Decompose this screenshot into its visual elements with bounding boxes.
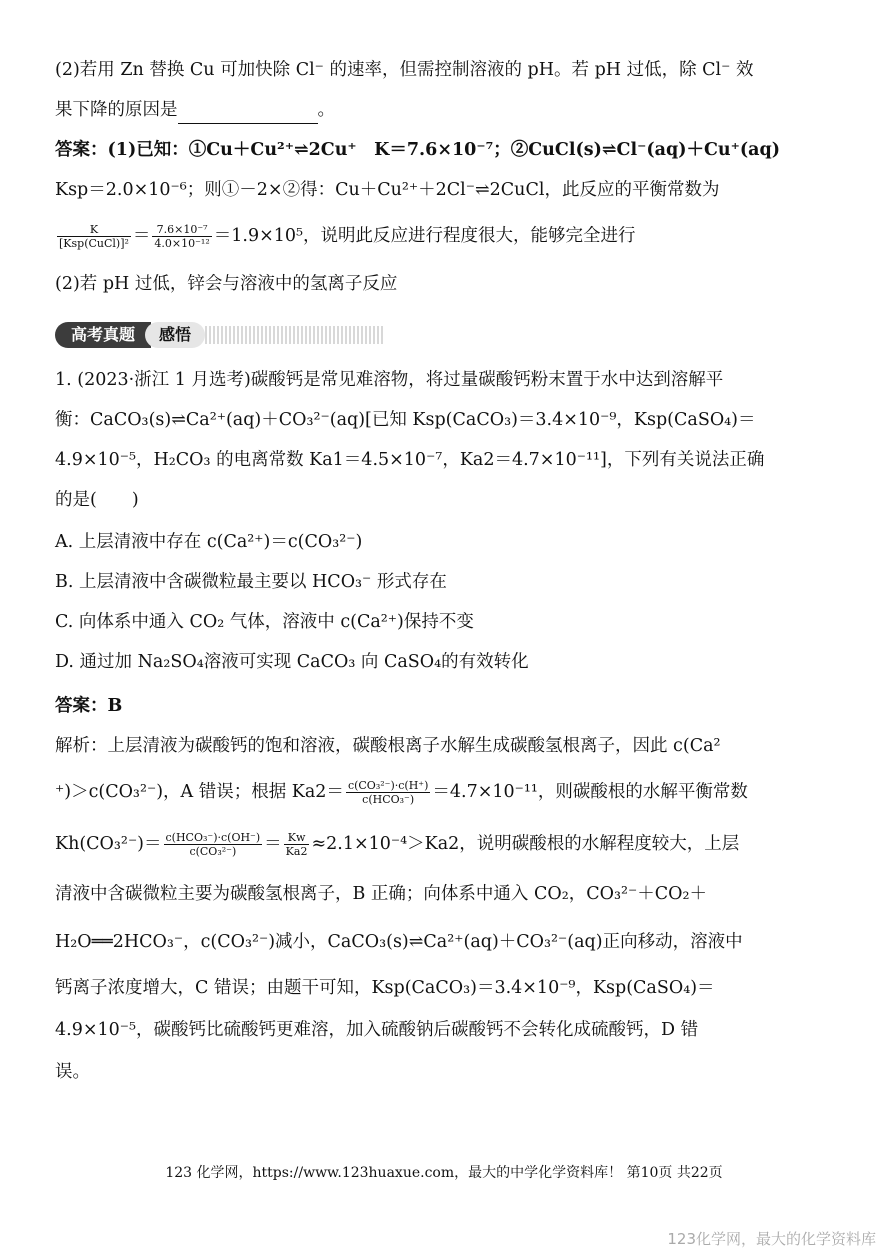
- analysis-line3-a: Kh(CO₃²⁻)＝: [55, 834, 162, 854]
- question-line3: 4.9×10⁻⁵，H₂CO₃ 的电离常数 Ka1＝4.5×10⁻⁷，Ka2＝4.7×10⁻¹¹]，下列有关说法正确: [55, 450, 765, 470]
- analysis-line2-b: ＝4.7×10⁻¹¹，则碳酸根的水解平衡常数: [432, 782, 748, 802]
- q2-line2-end: 。: [317, 100, 335, 120]
- fraction-denominator: c(HCO₃⁻): [362, 793, 415, 806]
- q2-line2-text: 果下降的原因是: [55, 100, 178, 120]
- fraction-numerator: c(CO₃²⁻)·c(H⁺): [347, 779, 429, 792]
- answer-blank: [178, 105, 318, 124]
- answer1-line3-rest: ＝1.9×10⁵，说明此反应进行程度很大，能够完全进行: [213, 226, 636, 246]
- answer1-line1: [55, 136, 780, 164]
- analysis-line2: [55, 778, 748, 806]
- question-line2: 衡：CaCO₃(s)⇌Ca²⁺(aq)＋CO₃²⁻(aq)[已知 Ksp(CaCO₃)＝3.4×10⁻⁹，Ksp(CaSO₄)＝: [55, 410, 756, 430]
- analysis-line6: 钙离子浓度增大，C 错误；由题干可知，Ksp(CaCO₃)＝3.4×10⁻⁹，Ksp(CaSO₄)＝: [55, 978, 715, 998]
- fraction-ka2: [346, 779, 430, 806]
- banner-tag-ganwu: 感悟: [145, 322, 205, 348]
- fraction-denominator: c(CO₃²⁻): [189, 845, 237, 858]
- fraction-numerator: K: [57, 223, 131, 237]
- fraction-values: [152, 223, 211, 250]
- analysis-line5: H₂O══2HCO₃⁻，c(CO₃²⁻)减小，CaCO₃(s)⇌Ca²⁺(aq)＋CO₃²⁻(aq)正向移动，溶液中: [55, 932, 743, 952]
- fraction-denominator: Ka2: [285, 845, 308, 858]
- option-b: B. 上层清液中含碳微粒最主要以 HCO₃⁻ 形式存在: [55, 572, 447, 592]
- section-banner: [55, 322, 385, 348]
- question-line1: 1. (2023·浙江 1 月选考)碳酸钙是常见难溶物，将过量碳酸钙粉末置于水中达到溶解平: [55, 370, 724, 390]
- fraction-kh: [164, 831, 263, 858]
- page-footer: 123 化学网，https://www.123huaxue.com，最大的中学化学资料库！ 第10页 共22页: [165, 1165, 723, 1181]
- question-line4: 的是( ): [55, 490, 139, 510]
- answer1-line3: $\frac{K}{\text{[Ksp(CuCl)]²}}$ ＝ $\frac{\text{7.6×10⁻⁷}}{\text{4.0×10⁻¹²}}$ ＝1.9×10⁵，说明此反应进行程度很大，能够完全进行: [59, 223, 636, 250]
- banner-stripe: [205, 326, 385, 344]
- analysis-line8: 误。: [55, 1062, 90, 1082]
- analysis-line7: 4.9×10⁻⁵，碳酸钙比硫酸钙更难溶，加入硫酸钠后碳酸钙不会转化成硫酸钙，D 错: [55, 1020, 699, 1040]
- option-d: D. 通过加 Na₂SO₄溶液可实现 CaCO₃ 向 CaSO₄的有效转化: [55, 652, 529, 672]
- fraction-kw-ka2: [284, 831, 310, 858]
- fraction-numerator: 7.6×10⁻⁷: [152, 223, 211, 237]
- option-a: A. 上层清液中存在 c(Ca²⁺)＝c(CO₃²⁻): [55, 532, 363, 552]
- fraction-k-over-ksp: [57, 223, 131, 250]
- answer1-line2: Ksp＝2.0×10⁻⁶；则①－2×②得：Cu＋Cu²⁺＋2Cl⁻⇌2CuCl，此反应的平衡常数为: [55, 180, 720, 200]
- analysis-line4: 清液中含碳微粒主要为碳酸氢根离子，B 正确；向体系中通入 CO₂，CO₃²⁻＋CO₂＋: [55, 884, 707, 904]
- analysis-line2-a: ⁺)＞c(CO₃²⁻)，A 错误；根据 Ka2＝: [55, 782, 344, 802]
- option-c: C. 向体系中通入 CO₂ 气体，溶液中 c(Ca²⁺)保持不变: [55, 612, 474, 632]
- analysis-line3-b: ≈2.1×10⁻⁴＞Ka2，说明碳酸根的水解程度较大，上层: [311, 834, 740, 854]
- answer1-line1-text: 答案：(1)已知：①Cu＋Cu²⁺⇌2Cu⁺ K＝7.6×10⁻⁷；②CuCl(s)⇌Cl⁻(aq)＋Cu⁺(aq): [55, 140, 781, 160]
- answer1-line4: (2)若 pH 过低，锌会与溶液中的氢离子反应: [55, 274, 398, 294]
- analysis-line3: Kh(CO₃²⁻)＝ $\frac{\text{c(HCO₃⁻)·c(OH⁻)}}{\text{c(CO₃²⁻)}}$ ＝ $\frac{Kw}{Ka2}$ ≈2.1×10⁻⁴＞Ka2，说明碳酸根的水解程度较大，上层: [55, 831, 740, 858]
- watermark: 123化学网，最大的化学资料库: [667, 1230, 876, 1248]
- answer2-label: 答案：B: [55, 696, 123, 716]
- q2-line2: [55, 96, 335, 124]
- analysis-line1: 解析：上层清液为碳酸钙的饱和溶液，碳酸根离子水解生成碳酸氢根离子，因此 c(Ca²: [55, 736, 721, 756]
- fraction-denominator: 4.0×10⁻¹²: [154, 237, 210, 250]
- q2-line1: (2)若用 Zn 替换 Cu 可加快除 Cl⁻ 的速率，但需控制溶液的 pH。若 pH 过低，除 Cl⁻ 效: [55, 60, 754, 80]
- fraction-numerator: c(HCO₃⁻)·c(OH⁻): [165, 831, 261, 844]
- banner-tag-gaokao: 高考真题: [55, 322, 151, 348]
- fraction-denominator: [Ksp(CuCl)]²: [59, 237, 129, 250]
- fraction-numerator: Kw: [284, 831, 310, 845]
